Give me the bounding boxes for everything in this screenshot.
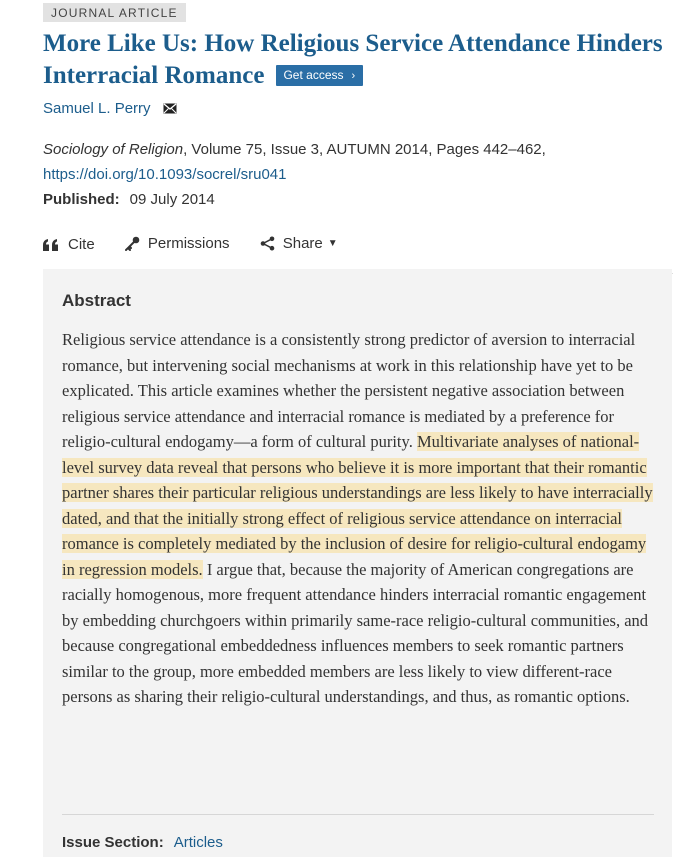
abstract-text-conclusion: I argue that, because the majority of American congregations are racially homogenous, more frequent attendance hinders interracial romantic engagement by embedding churchgoers within primarily same-race religio-cultural communities, and because congregational embeddedness influences members to seek romantic partners similar to the group, more embedded members are less likely to view different-race persons as sharing their religio-cultural understandings, and thus, as romantic options. — [62, 559, 649, 706]
author-link[interactable]: Samuel L. Perry — [43, 100, 151, 117]
issue-section-label: Issue Section: — [62, 834, 164, 851]
share-label: Share — [282, 234, 323, 252]
abstract-heading: Abstract — [62, 291, 131, 310]
get-access-label: Get access — [283, 68, 344, 82]
article-title-text: More Like Us: How Religious Service Attendance Hinders Interracial Romance — [43, 30, 663, 89]
abstract-highlighted-text: Multivariate analyses of national-level survey data reveal that persons who believe it is more important that their romantic partner shares their particular religious understandings are less likely to have interracially dated, and that the initially strong effect of religious service attendance on interracial romance is completely mediated by the inclusion of desire for religio-cultural endogamy in regression models. — [62, 432, 653, 579]
permissions-label: Permissions — [147, 234, 230, 252]
get-access-button[interactable] — [276, 65, 363, 86]
author-line — [43, 100, 673, 122]
citation-details: , Volume 75, Issue 3, AUTUMN 2014, Pages 442–462, — [183, 141, 546, 158]
journal-name: Sociology of Religion — [43, 141, 184, 158]
caret-down-icon: ▼ — [327, 237, 338, 249]
abstract-text — [62, 327, 654, 710]
abstract-content — [62, 291, 654, 710]
issue-section-line — [62, 834, 223, 851]
chevron-right-icon: › — [351, 70, 356, 82]
article-type-badge: JOURNAL ARTICLE — [43, 3, 186, 22]
issue-section-link[interactable]: Articles — [173, 834, 223, 851]
cite-label: Cite — [68, 236, 95, 253]
article-title — [43, 28, 673, 92]
citation-block — [43, 137, 673, 187]
abstract-section — [43, 269, 672, 857]
article-toolbar — [43, 233, 673, 274]
abstract-divider — [62, 814, 654, 815]
published-label: Published: — [43, 191, 120, 208]
published-date: 09 July 2014 — [129, 191, 215, 208]
cite-button[interactable] — [43, 235, 95, 255]
quote-icon — [43, 239, 60, 251]
abstract-text-intro: Religious service attendance is a consistently strong predictor of aversion to interracial romance, but intervening social mechanisms at work in this relationship have yet to be explicated. This article examines whether the persistent negative association between religious service attendance and interracial romance is mediated by a preference for religio-cultural endogamy—a form of cultural purity. — [62, 330, 636, 451]
article-header — [43, 0, 673, 274]
doi-link[interactable]: https://doi.org/10.1093/socrel/sru041 — [43, 166, 287, 183]
share-icon — [260, 236, 275, 251]
published-line — [43, 187, 673, 213]
key-icon — [125, 236, 140, 251]
permissions-button[interactable] — [125, 233, 230, 253]
envelope-icon[interactable] — [163, 101, 177, 118]
share-dropdown[interactable] — [260, 233, 338, 253]
